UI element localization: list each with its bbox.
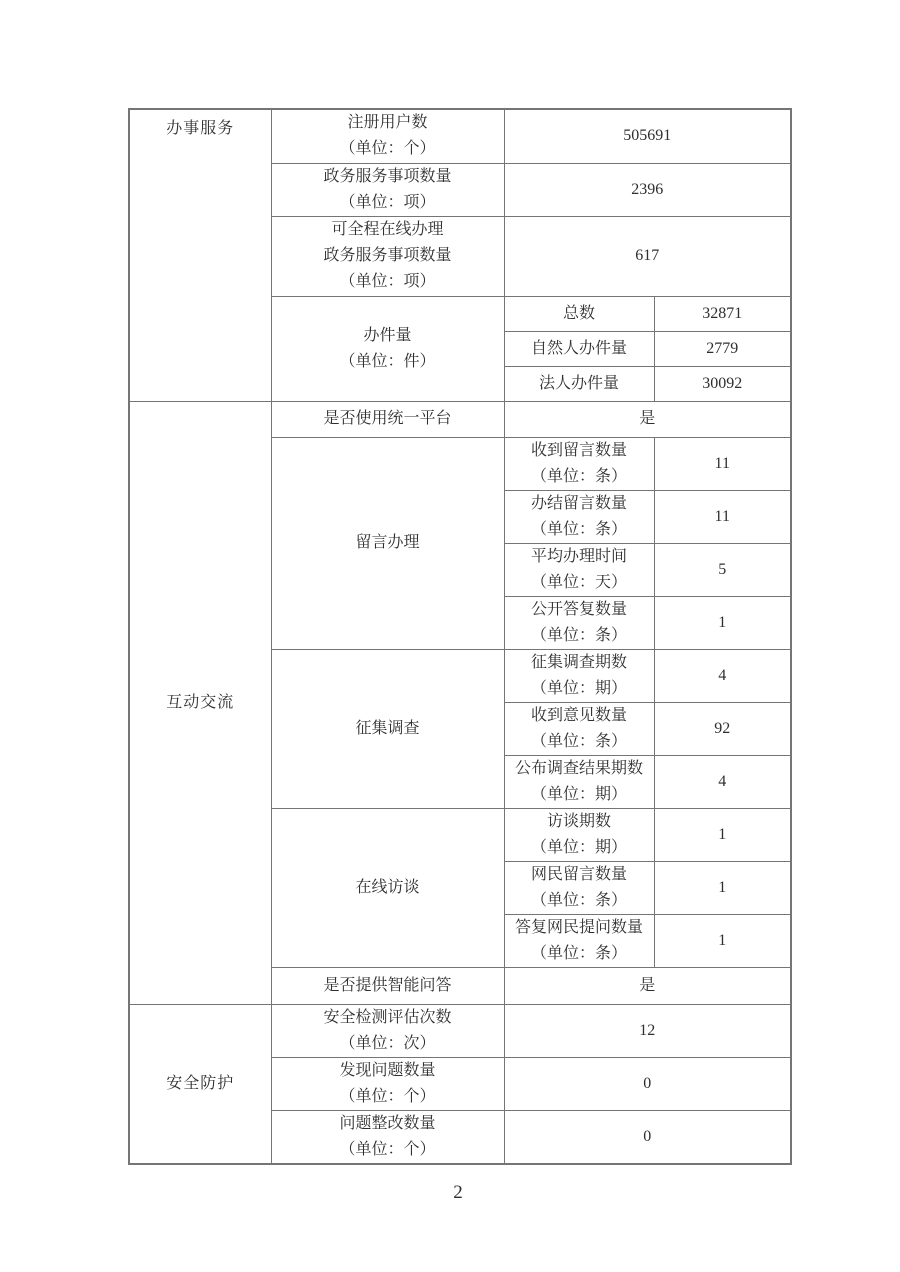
- category-services-label: 办事服务: [166, 120, 235, 137]
- metric-label: 公布调查结果期数: [514, 759, 643, 777]
- metric-security-assessments: [271, 1004, 504, 1057]
- value-service-items: 2396: [504, 163, 791, 216]
- metric-unit: （单位：项）: [339, 273, 436, 290]
- metric-label: 政务服务事项数量: [323, 167, 452, 185]
- metric-unit: （单位：条）: [530, 520, 627, 538]
- metric-unit: （单位：次）: [339, 1034, 436, 1052]
- value-unified-platform: 是: [504, 401, 791, 437]
- metric-label: 征集调查期数: [530, 653, 627, 671]
- value-cases-natural-person: 2779: [654, 331, 791, 366]
- metric-cases: [271, 296, 504, 401]
- metric-label: 收到留言数量: [530, 441, 627, 459]
- value-problems-found: 0: [504, 1057, 791, 1110]
- submetric-interview-periods: [504, 808, 654, 861]
- metric-label: 办件量: [363, 326, 412, 344]
- submetric-messages-received: [504, 437, 654, 490]
- metric-smart-qa: 是否提供智能问答: [271, 967, 504, 1004]
- metric-unit: （单位：天）: [530, 573, 627, 591]
- submetric-netizen-messages: [504, 861, 654, 914]
- submetric-survey-periods: [504, 649, 654, 702]
- metric-label: 平均办理时间: [530, 547, 627, 565]
- category-security-label: 安全防护: [166, 1074, 235, 1092]
- metric-label: 政务服务事项数量: [323, 247, 452, 264]
- metric-problems-rectified: [271, 1110, 504, 1164]
- metric-unit: （单位：期）: [530, 838, 627, 856]
- metric-unit: （单位：条）: [530, 732, 627, 750]
- value-public-replies: 1: [654, 596, 791, 649]
- category-interaction-label: 互动交流: [166, 693, 235, 711]
- submetric-cases-natural-person: 自然人办件量: [504, 331, 654, 366]
- value-cases-legal-person: 30092: [654, 366, 791, 401]
- value-security-assessments: 12: [504, 1004, 791, 1057]
- metric-online-items: [271, 216, 504, 296]
- metric-label: 答复网民提问数量: [514, 918, 643, 936]
- submetric-cases-legal-person: 法人办件量: [504, 366, 654, 401]
- value-registered-users: 505691: [504, 109, 791, 163]
- metric-unit: （单位：条）: [530, 891, 627, 909]
- metric-unified-platform: 是否使用统一平台: [271, 401, 504, 437]
- metric-unit: （单位：件）: [339, 352, 436, 370]
- metric-registered-users: [271, 109, 504, 163]
- value-results-published: 4: [654, 755, 791, 808]
- submetric-results-published: [504, 755, 654, 808]
- submetric-opinions-received: [504, 702, 654, 755]
- metric-label: 公开答复数量: [530, 600, 627, 618]
- table-row: [129, 401, 791, 437]
- value-online-items: 617: [504, 216, 791, 296]
- value-messages-completed: 11: [654, 490, 791, 543]
- category-security: [129, 1004, 271, 1164]
- value-interview-periods: 1: [654, 808, 791, 861]
- metric-label: 收到意见数量: [530, 706, 627, 724]
- metric-unit: （单位：个）: [339, 140, 436, 158]
- metric-unit: （单位：项）: [339, 193, 436, 211]
- table-row: [129, 1004, 791, 1057]
- submetric-replies-to-netizens: [504, 914, 654, 967]
- table-row: [129, 109, 791, 163]
- submetric-public-replies: [504, 596, 654, 649]
- metric-unit: （单位：期）: [530, 785, 627, 803]
- value-problems-rectified: 0: [504, 1110, 791, 1164]
- metric-label: 可全程在线办理: [331, 221, 444, 238]
- submetric-messages-completed: [504, 490, 654, 543]
- metric-online-interviews: 在线访谈: [271, 808, 504, 967]
- value-cases-total: 32871: [654, 296, 791, 331]
- value-avg-handling-time: 5: [654, 543, 791, 596]
- submetric-cases-total: 总数: [504, 296, 654, 331]
- report-table: [128, 108, 792, 1165]
- metric-unit: （单位：个）: [339, 1140, 436, 1158]
- metric-surveys: 征集调查: [271, 649, 504, 808]
- metric-label: 网民留言数量: [530, 865, 627, 883]
- metric-unit: （单位：条）: [530, 467, 627, 485]
- metric-unit: （单位：条）: [530, 626, 627, 644]
- value-netizen-messages: 1: [654, 861, 791, 914]
- submetric-avg-handling-time: [504, 543, 654, 596]
- metric-unit: （单位：个）: [339, 1087, 436, 1105]
- category-interaction: [129, 401, 271, 1004]
- value-survey-periods: 4: [654, 649, 791, 702]
- value-messages-received: 11: [654, 437, 791, 490]
- category-services: [129, 109, 271, 401]
- metric-service-items: [271, 163, 504, 216]
- metric-message-handling: 留言办理: [271, 437, 504, 649]
- metric-label: 问题整改数量: [339, 1114, 436, 1132]
- value-smart-qa: 是: [504, 967, 791, 1004]
- metric-label: 安全检测评估次数: [323, 1008, 452, 1026]
- page-number: 2: [453, 1182, 463, 1203]
- metric-problems-found: [271, 1057, 504, 1110]
- metric-label: 办结留言数量: [530, 494, 627, 512]
- value-opinions-received: 92: [654, 702, 791, 755]
- value-replies-to-netizens: 1: [654, 914, 791, 967]
- metric-unit: （单位：期）: [530, 679, 627, 697]
- metric-unit: （单位：条）: [530, 944, 627, 962]
- metric-label: 发现问题数量: [339, 1061, 436, 1079]
- metric-label: 注册用户数: [347, 114, 428, 132]
- metric-label: 访谈期数: [546, 812, 611, 830]
